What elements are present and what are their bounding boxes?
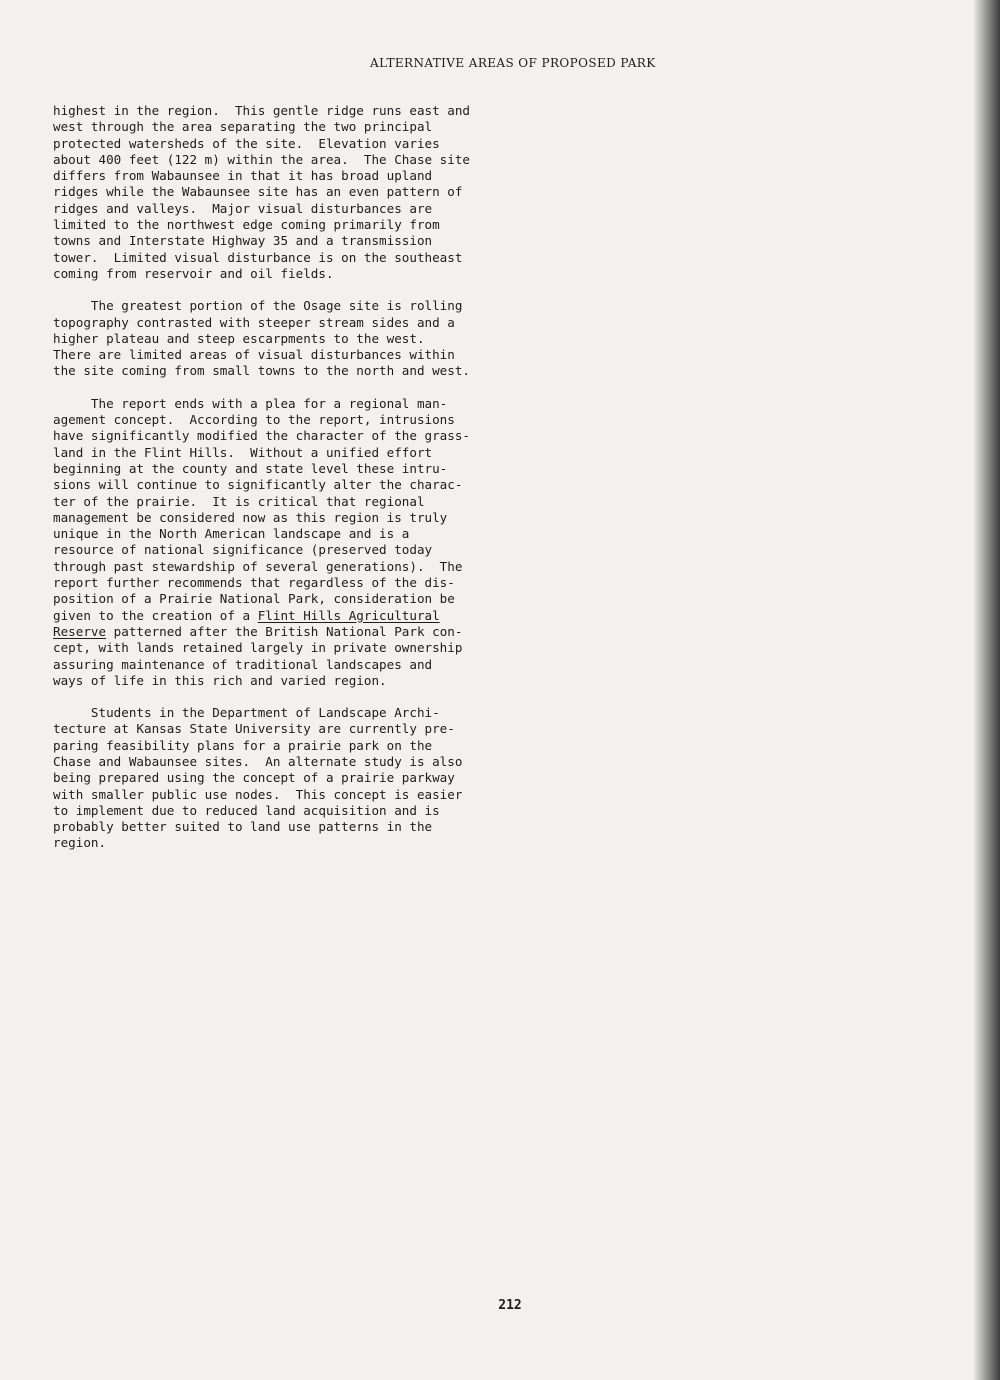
page-edge-shadow bbox=[974, 0, 1000, 1380]
text-line: protected watersheds of the site. Elevation varies bbox=[53, 135, 440, 151]
text-line: differs from Wabaunsee in that it has broad upland bbox=[53, 168, 433, 184]
paragraph-osage-site bbox=[53, 298, 508, 379]
text-line: probably better suited to land use patterns in the bbox=[53, 819, 433, 835]
text-line: coming from reservoir and oil fields. bbox=[53, 265, 334, 281]
text-line: to implement due to reduced land acquisition and is bbox=[53, 802, 440, 818]
text-line: ridges and valleys. Major visual disturbances are bbox=[53, 200, 433, 216]
text-line: sions will continue to significantly alter the charac- bbox=[53, 477, 463, 493]
text-line: assuring maintenance of traditional landscapes and bbox=[53, 656, 433, 672]
text-line: The report ends with a plea for a regional man- bbox=[53, 395, 448, 411]
running-header: ALTERNATIVE AREAS OF PROPOSED PARK bbox=[370, 56, 656, 70]
text-line: report further recommends that regardless of the dis- bbox=[53, 575, 455, 591]
text-line: There are limited areas of visual disturbances within bbox=[53, 347, 455, 363]
underlined-reserve-name-cont: Reserve bbox=[53, 623, 107, 639]
text-line: cept, with lands retained largely in private ownership bbox=[53, 640, 463, 656]
text-line: with smaller public use nodes. This concept is easier bbox=[53, 786, 463, 802]
text-line: paring feasibility plans for a prairie park on the bbox=[53, 737, 433, 753]
text-line: Chase and Wabaunsee sites. An alternate study is also bbox=[53, 753, 463, 769]
text-line: resource of national significance (preserved today bbox=[53, 542, 433, 558]
page-number: 212 bbox=[498, 1298, 522, 1313]
text-line: west through the area separating the two principal bbox=[53, 119, 433, 135]
text-line: unique in the North American landscape and is a bbox=[53, 526, 410, 542]
text-line: Students in the Department of Landscape Archi- bbox=[53, 705, 440, 721]
paragraph-student-studies bbox=[53, 705, 508, 852]
text-fragment: given to the creation of a bbox=[53, 607, 258, 623]
text-line: management be considered now as this region is truly bbox=[53, 509, 448, 525]
text-line: agement concept. According to the report, intrusions bbox=[53, 412, 455, 428]
text-line: tecture at Kansas State University are currently pre- bbox=[53, 721, 455, 737]
paragraph-regional-management bbox=[53, 396, 508, 689]
text-line: higher plateau and steep escarpments to the west. bbox=[53, 330, 425, 346]
text-line: being prepared using the concept of a prairie parkway bbox=[53, 770, 455, 786]
text-line: highest in the region. This gentle ridge runs east and bbox=[53, 103, 471, 118]
text-line: ridges while the Wabaunsee site has an even pattern of bbox=[53, 184, 463, 200]
text-line: tower. Limited visual disturbance is on the southeast bbox=[53, 249, 463, 265]
text-line: region. bbox=[53, 835, 107, 851]
text-line: land in the Flint Hills. Without a unified effort bbox=[53, 444, 433, 460]
text-fragment: patterned after the British National Park con- bbox=[106, 623, 463, 639]
text-line: the site coming from small towns to the north and west. bbox=[53, 363, 471, 379]
text-line: The greatest portion of the Osage site is rolling bbox=[53, 298, 463, 314]
text-line: about 400 feet (122 m) within the area. The Chase site bbox=[53, 151, 471, 167]
text-line: topography contrasted with steeper stream sides and a bbox=[53, 314, 455, 330]
text-line: towns and Interstate Highway 35 and a transmission bbox=[53, 233, 433, 249]
text-line: limited to the northwest edge coming primarily from bbox=[53, 217, 440, 233]
underlined-reserve-name: Flint Hills Agricultural bbox=[257, 607, 440, 623]
text-line: ways of life in this rich and varied region. bbox=[53, 672, 387, 688]
text-line: ter of the prairie. It is critical that regional bbox=[53, 493, 425, 509]
text-line: have significantly modified the character of the grass- bbox=[53, 428, 471, 444]
text-line: through past stewardship of several generations). The bbox=[53, 558, 463, 574]
text-line: beginning at the county and state level these intru- bbox=[53, 460, 448, 476]
text-column bbox=[53, 103, 508, 852]
paragraph-chase-site bbox=[53, 103, 508, 282]
text-line: position of a Prairie National Park, consideration be bbox=[53, 591, 455, 607]
